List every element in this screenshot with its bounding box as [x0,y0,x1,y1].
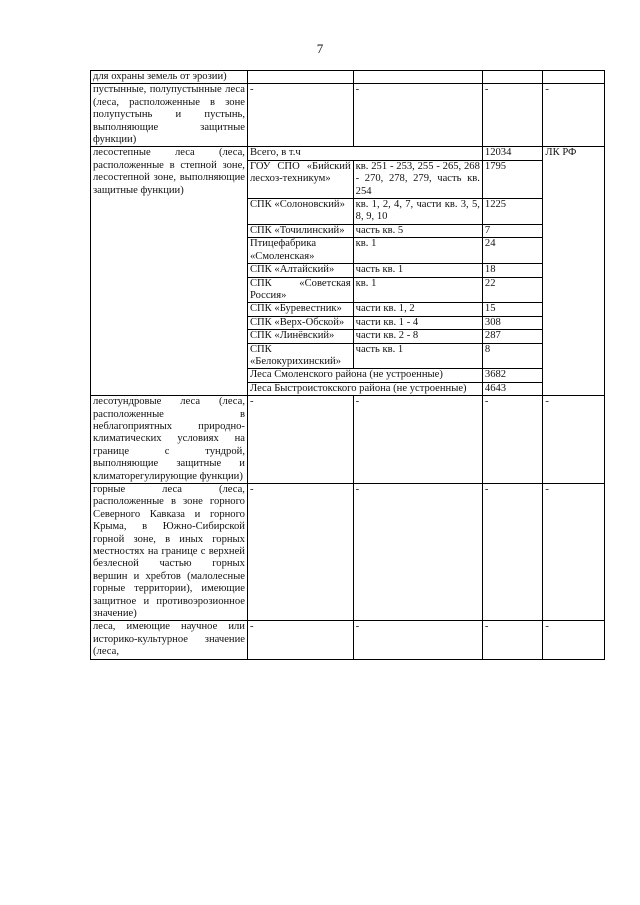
location-cell: часть кв. 1 [353,264,482,277]
dash-cell: - [353,621,482,659]
area-cell: 308 [482,316,543,329]
dash-cell: - [247,621,353,659]
user-cell: СПК «Верх-Обской» [247,316,353,329]
dash-cell: - [353,396,482,484]
table-row [91,396,605,484]
dash-cell: - [543,396,605,484]
dash-cell: - [247,396,353,484]
location-cell: части кв. 2 - 8 [353,330,482,343]
area-cell: 18 [482,264,543,277]
user-cell: СПК «Буревестник» [247,303,353,316]
page-number: 7 [316,41,324,56]
dash-cell: - [543,621,605,659]
user-cell: СПК «Белокурихинский» [247,343,353,369]
table-row [91,71,605,84]
area-cell: 7 [482,224,543,237]
area-cell: 8 [482,343,543,369]
location-cell: часть кв. 5 [353,224,482,237]
location-cell: кв. 251 - 253, 255 - 265, 268 - 270, 278, 279, часть кв. 254 [353,160,482,198]
area-cell: 287 [482,330,543,343]
area-cell: 24 [482,238,543,264]
area-cell: 1225 [482,199,543,225]
dash-cell: - [353,84,482,147]
dash-cell: - [482,621,543,659]
dash-cell: - [482,484,543,621]
user-cell: СПК «Советская Россия» [247,277,353,303]
total-label: Всего, в т.ч [247,147,482,160]
user-cell: Птицефабрика «Смоленская» [247,238,353,264]
user-cell: ГОУ СПО «Бийский лесхоз-техникум» [247,160,353,198]
dash-cell: - [482,84,543,147]
area-cell: 12034 [482,147,543,160]
location-cell: кв. 1 [353,238,482,264]
category-cell: лесотундровые леса (леса, расположенные в неблагоприятных природно-климатических условиях на границе с тундрой, выполняющие защитные и климаторегулирующие функции) [91,396,248,484]
location-cell: кв. 1, 2, 4, 7, части кв. 3, 5, 8, 9, 10 [353,199,482,225]
dash-cell: - [247,484,353,621]
dash-cell: - [543,484,605,621]
location-cell: части кв. 1 - 4 [353,316,482,329]
table-row [91,147,605,160]
table-row [91,84,605,147]
area-cell: 1795 [482,160,543,198]
category-cell: пустынные, полупустынные леса (леса, расположенные в зоне полупустынь и пустынь, выполняющие защитные функции) [91,84,248,147]
area-cell: 15 [482,303,543,316]
table-row [91,484,605,621]
area-cell: 4643 [482,382,543,395]
dash-cell: - [482,396,543,484]
forest-categories-table [90,70,605,660]
user-cell: СПК «Точилинский» [247,224,353,237]
dash-cell: - [543,84,605,147]
dash-cell: - [247,84,353,147]
table-row [91,621,605,659]
area-cell: 3682 [482,369,543,382]
unmanaged-forest-label: Леса Смоленского района (не устроенные) [247,369,482,382]
category-cell: леса, имеющие научное или историко-культурное значение (леса, [91,621,248,659]
user-cell: СПК «Солоновский» [247,199,353,225]
category-cell: горные леса (леса, расположенные в зоне горного Северного Кавказа и горного Крыма, в Южно-Сибирской горной зоне, в иных горных местностях на границе с верхней безлесной частью горных вершин и хребтов (малолесные горные территории), имеющие защитное и противоэрозионное значение) [91,484,248,621]
category-cell: для охраны земель от эрозии) [91,71,248,84]
location-cell: части кв. 1, 2 [353,303,482,316]
category-cell: лесостепные леса (леса, расположенные в степной зоне, лесостепной зоне, выполняющие защитные функции) [91,147,248,396]
basis-cell: ЛК РФ [543,147,605,396]
area-cell: 22 [482,277,543,303]
unmanaged-forest-label: Леса Быстроистокского района (не устроенные) [247,382,482,395]
location-cell: часть кв. 1 [353,343,482,369]
user-cell: СПК «Линёвский» [247,330,353,343]
location-cell: кв. 1 [353,277,482,303]
dash-cell: - [353,484,482,621]
user-cell: СПК «Алтайский» [247,264,353,277]
